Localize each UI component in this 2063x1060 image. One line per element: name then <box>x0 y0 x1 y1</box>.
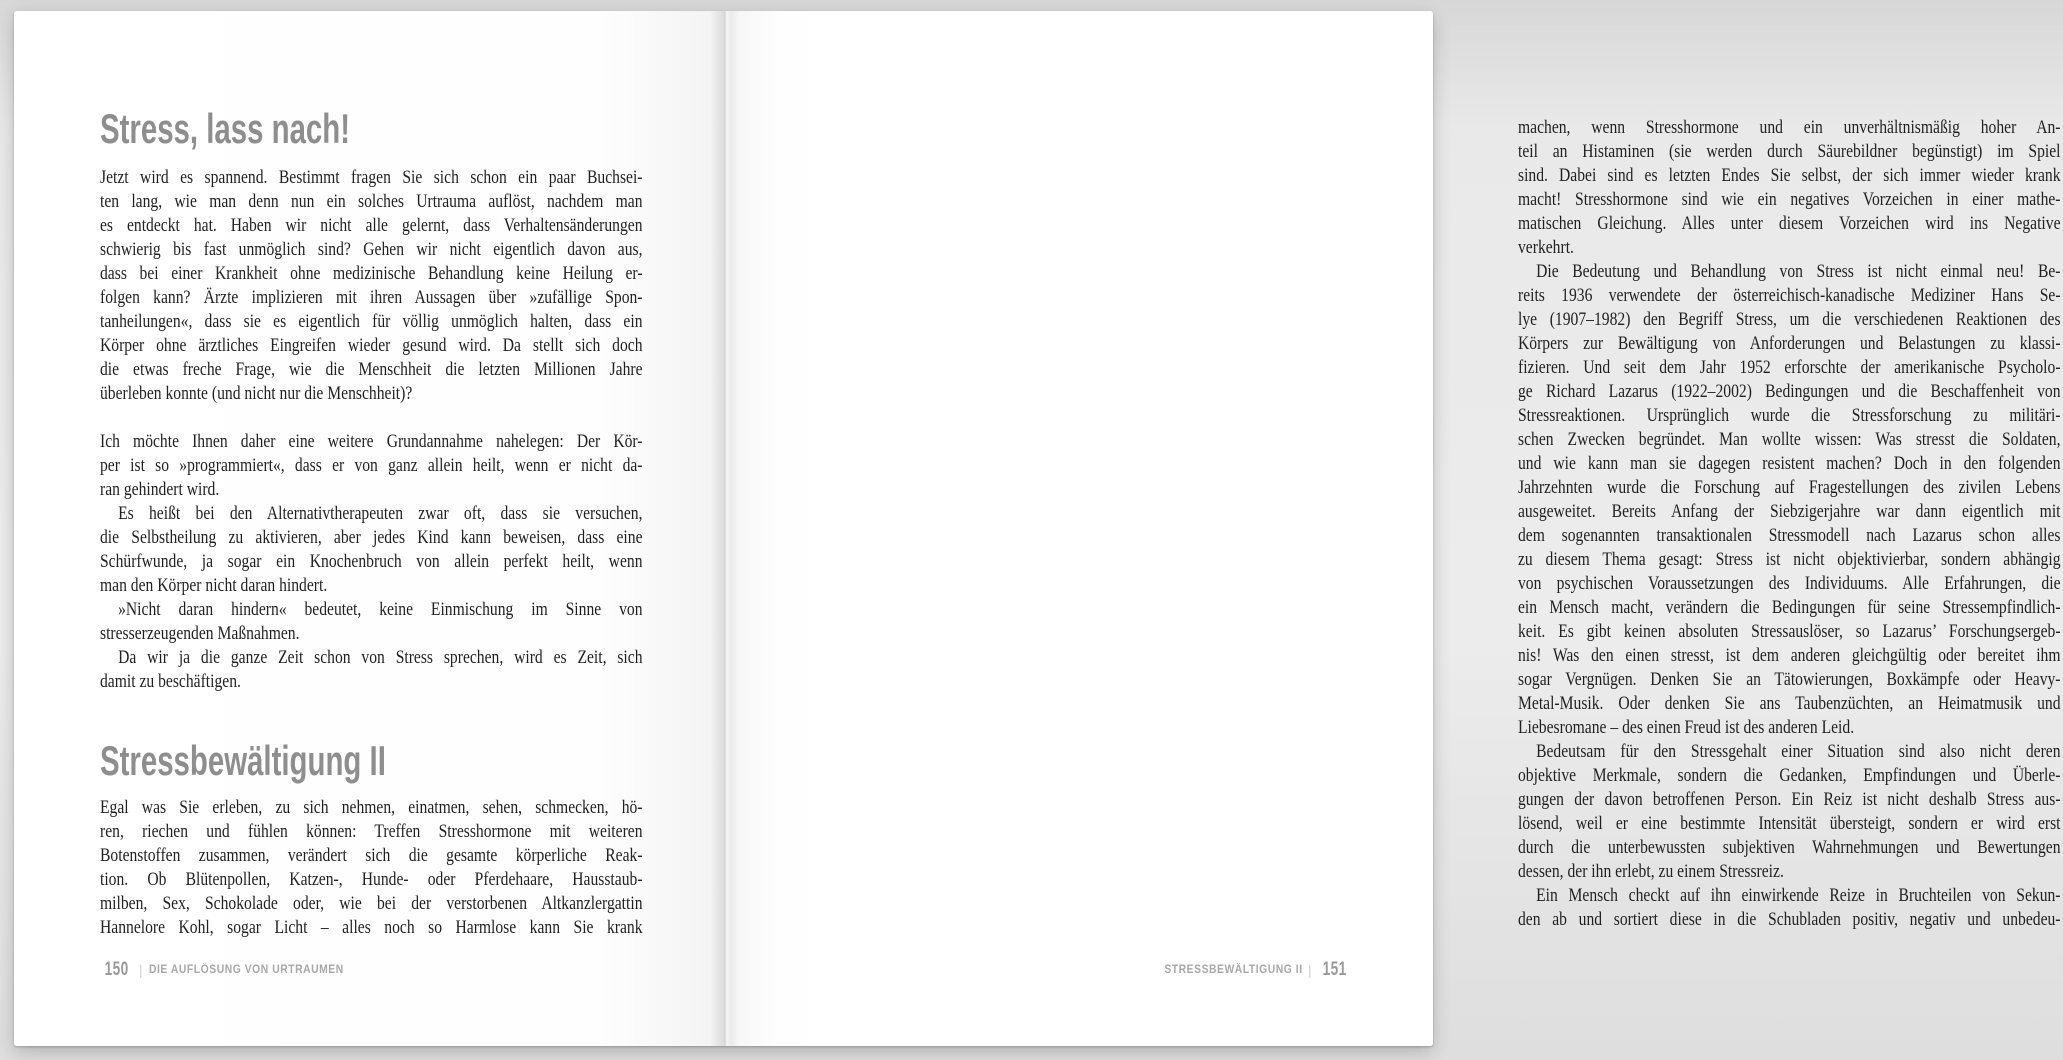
text-line: ge Richard Lazarus (1922–2002) Bedingungen und die Beschaffenheit von <box>1518 381 2061 402</box>
text-line: dessen, der ihn erlebt, zu einem Stressreiz. <box>1518 861 1784 882</box>
text-line: lösend, weil er eine bestimmte Intensität übersteigt, sondern er wird erst <box>1518 813 2061 834</box>
text-line: schwierig bis fast unmöglich sind? Gehen wir nicht eigentlich davon aus, <box>100 239 643 260</box>
text-line: keit. Es gibt keinen absoluten Stressauslöser, so Lazarus’ Forschungsergeb- <box>1518 621 2061 642</box>
paragraph <box>100 166 645 406</box>
text-line: fizieren. Und seit dem Jahr 1952 erforschte der amerikanische Psycholo- <box>1518 357 2061 378</box>
text-line: den ab und sortiert diese in die Schubladen positiv, negativ und unbedeu- <box>1518 909 2061 930</box>
page-right <box>724 11 2061 1046</box>
paragraph <box>100 598 645 646</box>
text-line: »Nicht daran hindern« bedeutet, keine Einmischung im Sinne von <box>118 599 643 620</box>
footer-separator: | <box>139 962 143 978</box>
text-line: objektive Merkmale, sondern die Gedanken, Empfindungen und Überle- <box>1518 765 2061 786</box>
paragraph <box>100 502 645 598</box>
text-line: es entdeckt hat. Haben wir nicht alle gelernt, dass Verhaltensänderungen <box>100 215 643 236</box>
text-line: gungen der davon betroffenen Person. Ein Reiz ist nicht deshalb Stress aus- <box>1518 789 2061 810</box>
section-heading-text: Stress, lass nach! <box>100 105 351 152</box>
text-line: überleben konnte (und nicht nur die Menschheit)? <box>100 383 413 404</box>
text-line: Jetzt wird es spannend. Bestimmt fragen Sie sich schon ein paar Buchsei- <box>100 167 643 188</box>
text-line: tion. Ob Blütenpollen, Katzen-, Hunde- oder Pferdehaare, Hausstaub- <box>100 869 643 890</box>
text-line: Jahrzehnten wurde die Forschung auf Fragestellungen des zivilen Lebens <box>1518 477 2061 498</box>
text-line: sogar Vergnügen. Denken Sie an Tätowierungen, Boxkämpfe oder Heavy- <box>1518 669 2061 690</box>
text-line: Ein Mensch checkt auf ihn einwirkende Reize in Bruchteilen von Sekun- <box>1536 885 2061 906</box>
paragraph <box>1518 740 2063 884</box>
page-footer <box>1149 959 1351 981</box>
section-heading <box>100 736 645 796</box>
text-line: folgen kann? Ärzte implizieren mit ihren Aussagen über »zufällige Spon- <box>100 287 643 308</box>
footer-section-title: STRESSBEWÄLTIGUNG II <box>1163 964 1303 976</box>
text-line: schen Zwecken begründet. Man wollte wissen: Was stresst die Soldaten, <box>1518 429 2061 450</box>
text-line: milben, Sex, Schokolade oder, wie bei der verstorbenen Altkanzlergattin <box>100 893 643 914</box>
text-line: Schürfwunde, ja sogar ein Knochenbruch von allein perfekt heilt, wenn <box>100 551 643 572</box>
text-line: lye (1907–1982) den Begriff Stress, um die verschiedenen Reaktionen des <box>1518 309 2061 330</box>
text-line: sind. Dabei sind es letzten Endes Sie selbst, der sich immer wieder krank <box>1518 165 2061 186</box>
text-line: nis! Was den einen stresst, ist dem anderen gleichgültig oder bereitet ihm <box>1518 645 2061 666</box>
paragraph-spacer <box>100 406 645 430</box>
text-line: und wie kann man sie dagegen resistent machen? Doch in den folgenden <box>1518 453 2061 474</box>
text-line: tanheilungen«, dass sie es eigentlich für völlig unmöglich halten, dass ein <box>100 311 643 332</box>
text-line: damit zu beschäftigen. <box>100 671 241 692</box>
text-line: man den Körper nicht daran hindert. <box>100 575 328 596</box>
text-line: Hannelore Kohl, sogar Licht – alles noch so Harmlose kann Sie krank <box>100 917 643 938</box>
text-line: Da wir ja die ganze Zeit schon von Stress sprechen, wird es Zeit, sich <box>118 647 643 668</box>
paragraph <box>1518 260 2063 740</box>
text-line: Bedeutsam für den Stressgehalt einer Situation sind also nicht deren <box>1536 741 2061 762</box>
text-line: Ich möchte Ihnen daher eine weitere Grundannahme nahelegen: Der Kör- <box>100 431 643 452</box>
text-line: ausgeweitet. Bereits Anfang der Siebzigerjahre war dann eigentlich mit <box>1518 501 2061 522</box>
text-line: Stressreaktionen. Ursprünglich wurde die Stressforschung zu militäri- <box>1518 405 2061 426</box>
book-spread <box>14 11 2061 1046</box>
text-line: Metal-Musik. Oder denken Sie ans Taubenzüchten, an Heimatmusik und <box>1518 693 2061 714</box>
section-heading <box>100 104 645 166</box>
text-line: ten lang, wie man denn nun ein solches Urtrauma auflöst, nachdem man <box>100 191 643 212</box>
text-line: stresserzeugenden Maßnahmen. <box>100 623 300 644</box>
text-line: teil an Histaminen (sie werden durch Säurebildner begünstigt) im Spiel <box>1518 141 2061 162</box>
paragraph <box>1518 884 2063 932</box>
text-line: zu diesem Thema gesagt: Stress ist nicht objektivierbar, sondern abhängig <box>1518 549 2061 570</box>
text-line: ein Mensch macht, verändern die Bedingungen für seine Stressempfindlich- <box>1518 597 2061 618</box>
page-number: 150 <box>104 959 129 980</box>
text-line: matischen Gleichung. Alles unter diesem Vorzeichen wird ins Negative <box>1518 213 2061 234</box>
paragraph <box>100 796 645 940</box>
text-line: Liebesromane – des einen Freud ist des anderen Leid. <box>1518 717 1855 738</box>
text-line: durch die unterbewussten subjektiven Wahrnehmungen und Bewertungen <box>1518 837 2061 858</box>
page-content <box>1518 116 2063 932</box>
text-line: die Selbstheilung zu aktivieren, aber jedes Kind kann beweisen, dass eine <box>100 527 643 548</box>
text-line: Botenstoffen zusammen, verändert sich die gesamte körperliche Reak- <box>100 845 643 866</box>
text-line: Egal was Sie erleben, zu sich nehmen, einatmen, sehen, schmecken, hö- <box>100 797 643 818</box>
text-line: Körpers zur Bewältigung von Anforderungen und Belastungen zu klassi- <box>1518 333 2061 354</box>
paragraph <box>100 430 645 502</box>
text-line: machen, wenn Stresshormone und ein unverhältnismäßig hoher An- <box>1518 117 2061 138</box>
page-content <box>100 104 645 940</box>
paragraph <box>100 646 645 694</box>
text-line: dem sogenannten transaktionalen Stressmodell nach Lazarus schon alles <box>1518 525 2061 546</box>
section-heading-text: Stressbewältigung II <box>100 737 386 784</box>
page-footer <box>100 959 365 981</box>
footer-section-title: DIE AUFLÖSUNG VON URTRAUMEN <box>148 964 344 976</box>
text-line: verkehrt. <box>1518 237 1574 258</box>
text-line: Körper ohne ärztliches Eingreifen wieder gesund wird. Da stellt sich doch <box>100 335 643 356</box>
text-line: ren, riechen und fühlen können: Treffen Stresshormone mit weiteren <box>100 821 643 842</box>
text-line: reits 1936 verwendete der österreichisch-kanadische Mediziner Hans Se- <box>1518 285 2061 306</box>
text-line: von psychischen Voraussetzungen des Individuums. Alle Erfahrungen, die <box>1518 573 2061 594</box>
footer-separator: | <box>1308 962 1312 978</box>
paragraph <box>1518 116 2063 260</box>
text-line: per ist so »programmiert«, dass er von ganz allein heilt, wenn er nicht da- <box>100 455 643 476</box>
page-number: 151 <box>1322 959 1347 980</box>
text-line: ran gehindert wird. <box>100 479 220 500</box>
text-line: macht! Stresshormone sind wie ein negatives Vorzeichen in einer mathe- <box>1518 189 2061 210</box>
page-left <box>14 11 724 1046</box>
text-line: die etwas freche Frage, wie die Menschheit die letzten Millionen Jahre <box>100 359 643 380</box>
text-line: Es heißt bei den Alternativtherapeuten zwar oft, dass sie versuchen, <box>118 503 643 524</box>
text-line: dass bei einer Krankheit ohne medizinische Behandlung keine Heilung er- <box>100 263 643 284</box>
text-line: Die Bedeutung und Behandlung von Stress ist nicht einmal neu! Be- <box>1536 261 2061 282</box>
